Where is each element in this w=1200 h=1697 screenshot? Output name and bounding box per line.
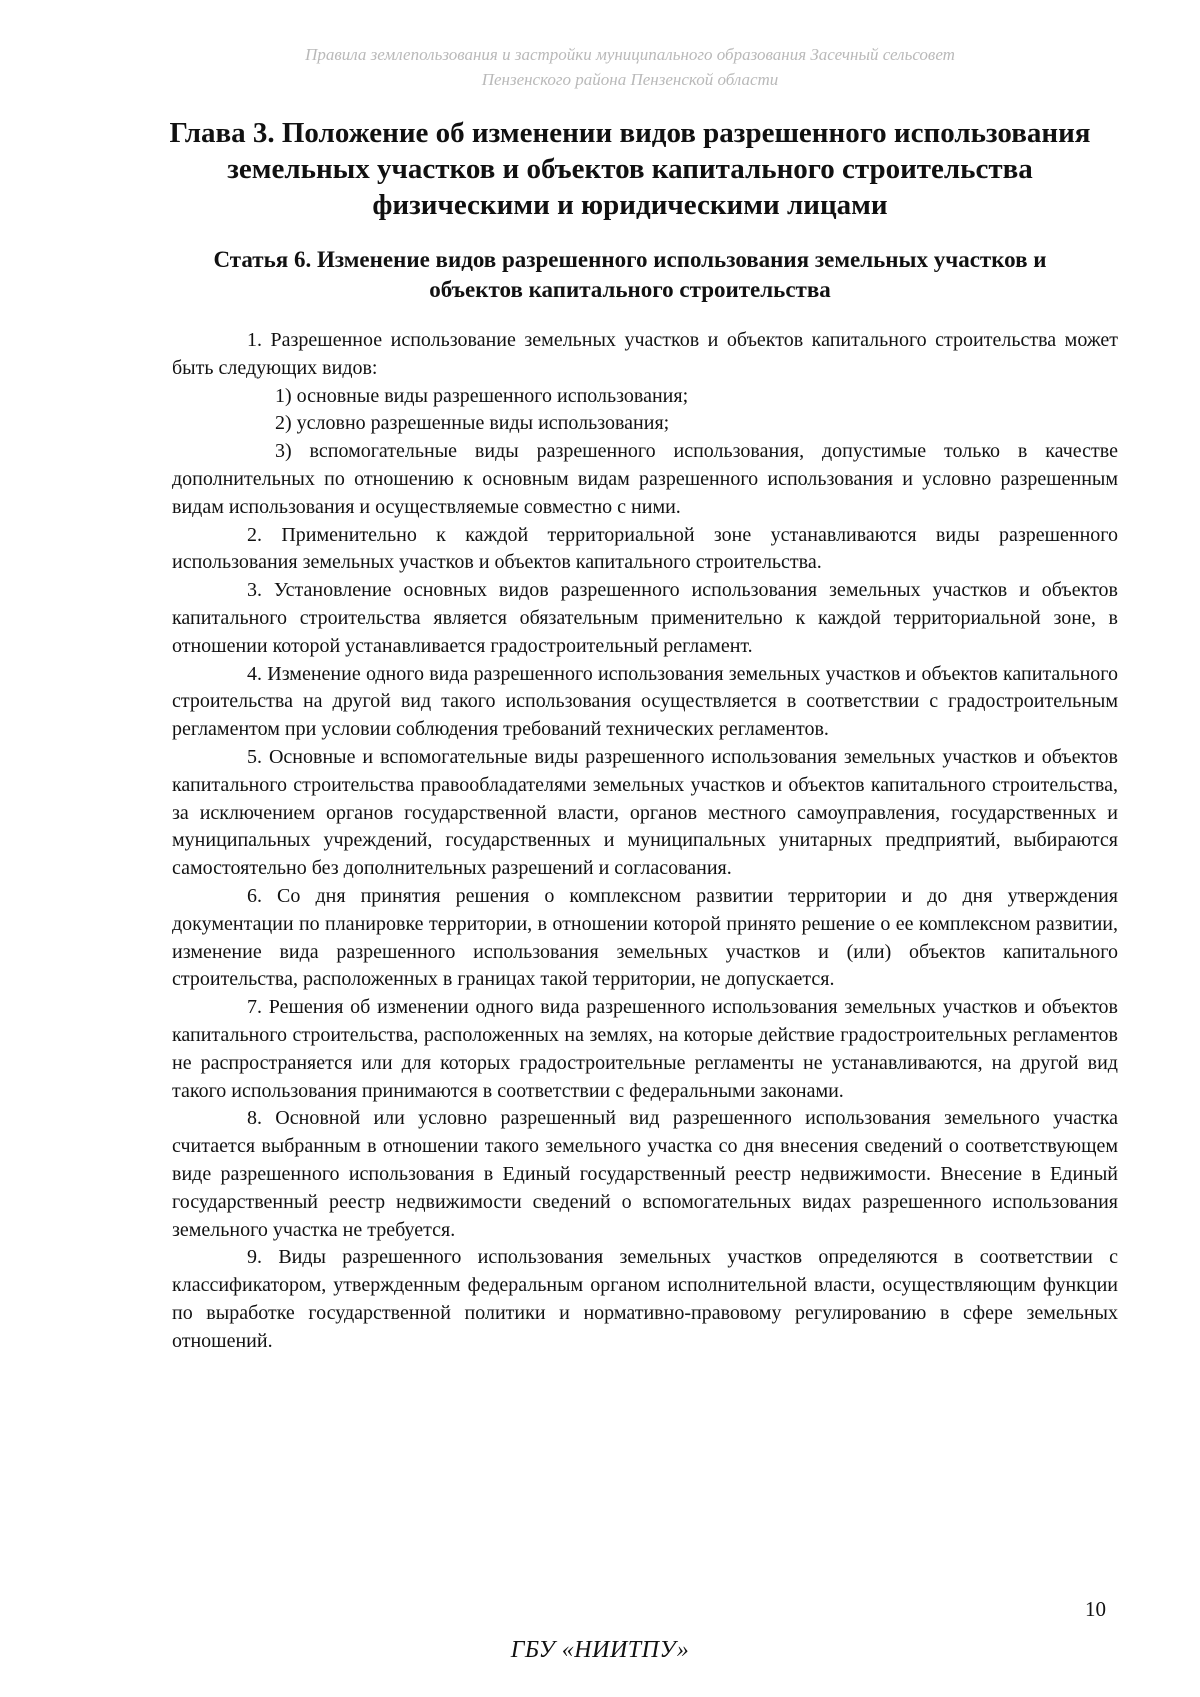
running-header-line-2: Пензенского района Пензенской области — [481, 70, 779, 89]
list-item-1: 1) основные виды разрешенного использования; — [275, 384, 689, 407]
paragraph-1: 1. Разрешенное использование земельных участков и объектов капитального строительства может быть следующих видов: — [172, 329, 1118, 379]
paragraph-7: 7. Решения об изменении одного вида разрешенного использования земельных участков и объектов капитального строительства, расположенных на землях, на которые действие градостроительных регламентов не распространяется или для которых градостроительные регламенты не устанавливаются, на другой вид такого использования принимаются в соответствии с федеральными законами. — [172, 996, 1118, 1102]
article-body — [172, 327, 1118, 1355]
paragraph-8: 8. Основной или условно разрешенный вид разрешенного использования земельного участка считается выбранным в отношении такого земельного участка со дня внесения сведений о соответствующем виде разрешенного использования в Единый государственный реестр недвижимости. Внесение в Единый государственный реестр недвижимости сведений о вспомогательных видах разрешенного использования земельного участка не требуется. — [172, 1107, 1118, 1241]
list-item-3: 3) вспомогательные виды разрешенного использования, допустимые только в качестве дополнительных по отношению к основным видам разрешенного использования и условно разрешенным видам использования и осуществляемые совместно с ними. — [172, 440, 1118, 518]
paragraph-4: 4. Изменение одного вида разрешенного использования земельных участков и объектов капитального строительства на другой вид такого использования осуществляется в соответствии с градостроительным регламентом при условии соблюдения требований технических регламентов. — [172, 662, 1118, 741]
page-number: 10 — [1085, 1597, 1106, 1621]
paragraph-2: 2. Применительно к каждой территориальной зоне устанавливаются виды разрешенного использования земельных участков и объектов капитального строительства. — [172, 523, 1118, 574]
paragraph-6: 6. Со дня принятия решения о комплексном развитии территории и до дня утверждения документации по планировке территории, в отношении которой принято решение о ее комплексном развитии, изменение вида разрешенного использования земельных участков и (или) объектов капитального строительства, расположенных в границах такой территории, не допускается. — [172, 884, 1118, 991]
running-header-line-1: Правила землепользования и застройки муниципального образования Засечный сельсовет — [305, 45, 955, 64]
paragraph-3: 3. Установление основных видов разрешенного использования земельных участков и объектов капитального строительства является обязательным применительно к каждой территориальной зоне, в отношении которой устанавливается градостроительный регламент. — [172, 579, 1118, 657]
list-item-2: 2) условно разрешенные виды использования; — [275, 412, 670, 435]
footer-organization: ГБУ «НИИТПУ» — [510, 1637, 690, 1663]
paragraph-9: 9. Виды разрешенного использования земельных участков определяются в соответствии с классификатором, утвержденным федеральным органом исполнительной власти, осуществляющим функции по выработке государственной политики и нормативно-правовому регулированию в сфере земельных отношений. — [172, 1246, 1118, 1352]
article-title: Статья 6. Изменение видов разрешенного использования земельных участков и объектов капитального строительства — [213, 247, 1047, 302]
running-header — [180, 42, 1080, 92]
paragraph-5: 5. Основные и вспомогательные виды разрешенного использования земельных участков и объектов капитального строительства правообладателями земельных участков и объектов капитального строительства, за исключением органов государственной власти, органов местного самоуправления, государственных и муниципальных учреждений, государственных и муниципальных унитарных предприятий, выбираются самостоятельно без дополнительных разрешений и согласования. — [172, 745, 1118, 880]
chapter-title: Глава 3. Положение об изменении видов разрешенного использования земельных участков и объектов капитального строительства физическими и юридическими лицами — [169, 117, 1091, 221]
